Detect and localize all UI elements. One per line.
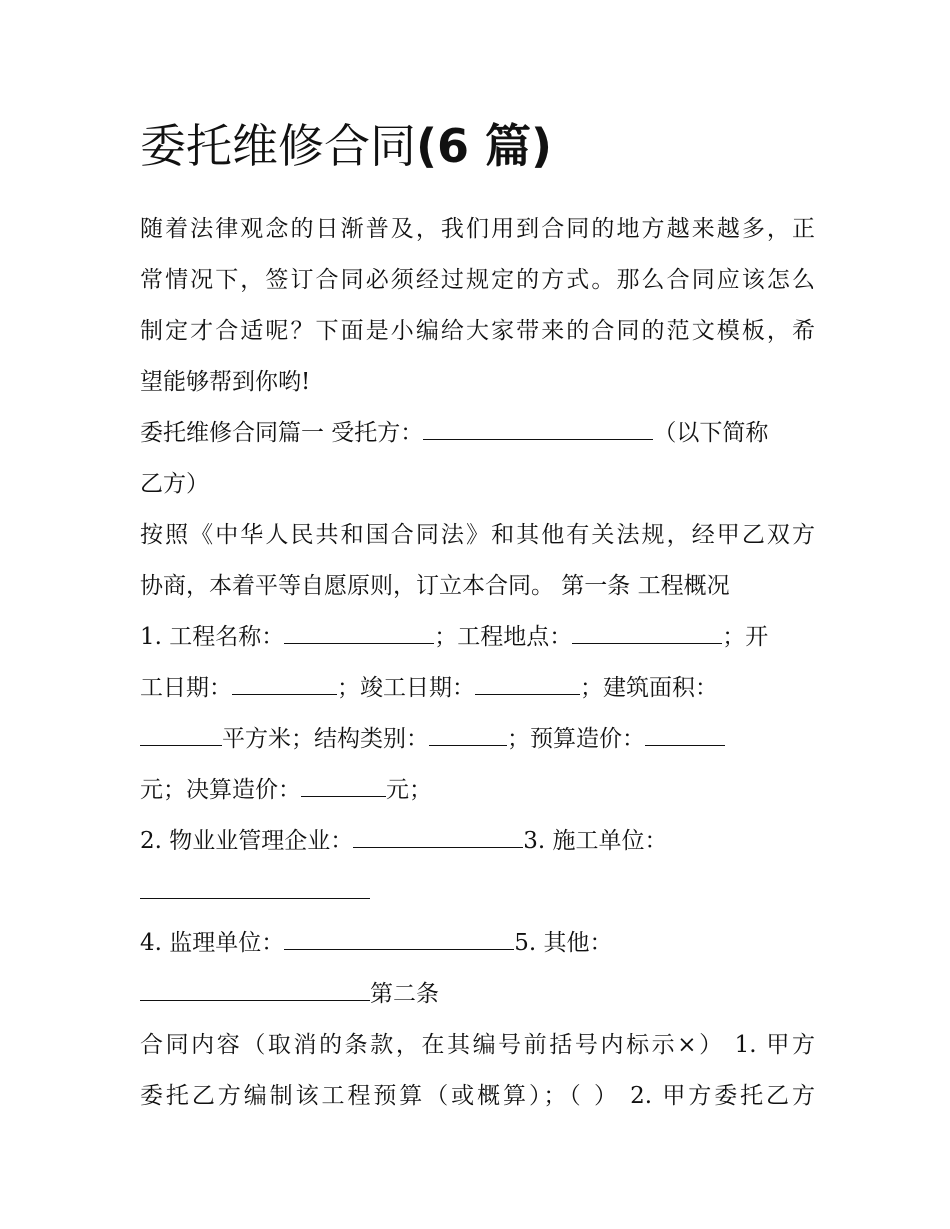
final-price-unit: 元； [386, 777, 432, 803]
supervision-unit-blank [284, 927, 514, 950]
start-date-label: 工日期： [140, 675, 232, 701]
start-date-blank [232, 672, 337, 695]
item-1-line-2 [140, 663, 815, 714]
budget-price-blank [645, 723, 725, 746]
project-location-blank [572, 621, 722, 644]
content-line-1: 合同内容（取消的条款，在其编号前括号内标示×） 1. 甲方 [140, 1032, 815, 1058]
title-suffix: (6 篇) [416, 119, 553, 173]
item-5-line [140, 969, 815, 1020]
preamble-line-1: 按照《中华人民共和国合同法》和其他有关法规，经甲乙双方 [140, 522, 815, 548]
other-label: 5. 其他： [514, 930, 613, 956]
trustee-blank [423, 417, 653, 440]
intro-line-2: 常情况下，签订合同必须经过规定的方式。那么合同应该怎么 [140, 267, 815, 293]
section-1-header [140, 408, 815, 459]
start-date-prefix: ；开 [722, 624, 769, 650]
property-company-blank [353, 825, 523, 848]
item-2-line [140, 816, 815, 867]
project-location-label: ；工程地点： [434, 624, 573, 650]
supervision-unit-label: 4. 监理单位： [140, 930, 285, 956]
property-company-label: 2. 物业业管理企业： [140, 828, 354, 854]
title-main: 委托维修合同 [140, 119, 416, 173]
floor-area-label: ；建筑面积： [580, 675, 718, 701]
item-1-line-4 [140, 765, 815, 816]
content-line-2: 委托乙方编制该工程预算（或概算）；（ ） 2. 甲方委托乙方 [140, 1083, 815, 1109]
section-1-label: 委托维修合同篇一 受托方： [140, 420, 424, 446]
project-name-blank [284, 621, 434, 644]
intro-line-4: 望能够帮到你哟! [140, 369, 311, 395]
floor-area-blank [140, 723, 222, 746]
construction-unit-blank [140, 876, 370, 899]
structure-type-blank [429, 723, 507, 746]
abbrev-label: （以下简称 [653, 420, 769, 446]
budget-price-label: ；预算造价： [507, 726, 645, 752]
construction-unit-label: 3. 施工单位： [523, 828, 668, 854]
final-price-blank [301, 774, 386, 797]
section-1-header-cont: 乙方） [140, 471, 209, 497]
item-4-line [140, 918, 815, 969]
project-name-label: 1. 工程名称： [140, 624, 285, 650]
completion-date-blank [475, 672, 580, 695]
final-price-label: 元；决算造价： [140, 777, 301, 803]
completion-date-label: ；竣工日期： [337, 675, 475, 701]
document-page [140, 110, 815, 1122]
item-1-line-3 [140, 714, 815, 765]
other-blank [140, 978, 370, 1001]
intro-line-3: 制定才合适呢？下面是小编给大家带来的合同的范文模板，希 [140, 318, 815, 344]
structure-type-label: 平方米；结构类别： [222, 726, 429, 752]
article-2-heading: 第二条 [370, 981, 439, 1007]
intro-line-1: 随着法律观念的日渐普及，我们用到合同的地方越来越多，正 [140, 216, 815, 242]
item-1-line-1 [140, 612, 815, 663]
document-title [140, 110, 815, 182]
preamble-line-2: 协商，本着平等自愿原则，订立本合同。 第一条 工程概况 [140, 573, 730, 599]
item-3-blank-line [140, 867, 815, 918]
